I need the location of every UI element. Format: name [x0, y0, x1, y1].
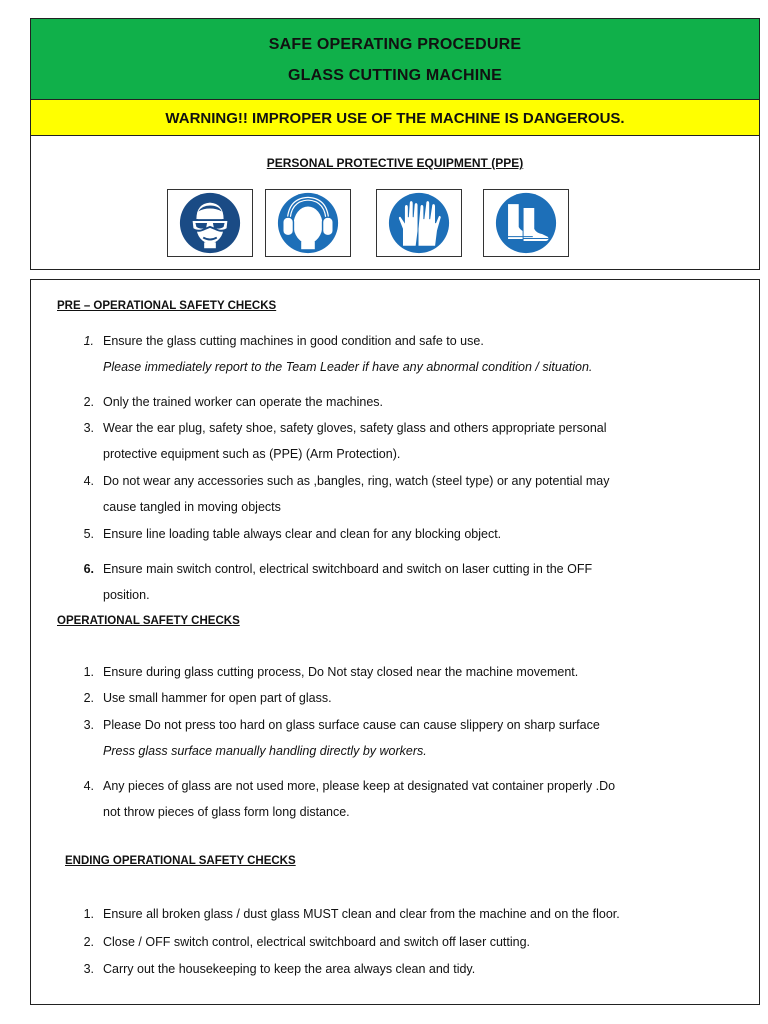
- ppe-box-glasses: [167, 189, 253, 257]
- procedure-title: SAFE OPERATING PROCEDURE: [268, 36, 522, 53]
- ear-protection-icon: [266, 190, 350, 256]
- checks-box: [30, 279, 760, 1005]
- op-item-2-text: Use small hammer for open part of glass.: [103, 691, 332, 705]
- pre-item-5-text: Ensure line loading table always clear and clean for any blocking object.: [103, 527, 502, 541]
- machine-title: GLASS CUTTING MACHINE: [288, 67, 502, 84]
- pre-item-2-num: 2.: [83, 395, 94, 409]
- op-item-2-num: 2.: [83, 691, 94, 705]
- ending-heading: ENDING OPERATIONAL SAFETY CHECKS: [65, 855, 296, 867]
- end-item-1-num: 1.: [83, 907, 94, 921]
- ppe-box-gloves: [376, 189, 462, 257]
- safety-glasses-icon: [168, 190, 252, 256]
- op-item-1-num: 1.: [83, 665, 94, 679]
- op-item-3-text: Please Do not press too hard on glass surface cause can cause slippery on sharp surface: [103, 718, 600, 732]
- ppe-box-ear: [265, 189, 351, 257]
- pre-item-4-num: 4.: [83, 474, 94, 488]
- end-item-3-text: Carry out the housekeeping to keep the area always clean and tidy.: [103, 962, 476, 976]
- op-item-3-num: 3.: [83, 718, 94, 732]
- ppe-heading: PERSONAL PROTECTIVE EQUIPMENT (PPE): [266, 156, 524, 170]
- pre-item-3-line2: protective equipment such as (PPE) (Arm Protection).: [103, 447, 401, 461]
- pre-item-4-line2: cause tangled in moving objects: [103, 500, 281, 514]
- header-box: [30, 18, 760, 270]
- end-item-2-text: Close / OFF switch control, electrical switchboard and switch off laser cutting.: [103, 935, 531, 949]
- pre-item-6-line2: position.: [103, 588, 150, 602]
- end-item-3-num: 3.: [83, 962, 94, 976]
- safety-boots-icon: [484, 190, 568, 256]
- warning-text: WARNING!! IMPROPER USE OF THE MACHINE IS DANGEROUS.: [165, 110, 625, 127]
- operational-heading: OPERATIONAL SAFETY CHECKS: [57, 615, 240, 627]
- pre-item-5-num: 5.: [83, 527, 94, 541]
- op-item-3-note: Press glass surface manually handling directly by workers.: [103, 744, 427, 758]
- end-item-1-text: Ensure all broken glass / dust glass MUST clean and clear from the machine and on the floor.: [103, 907, 620, 921]
- op-item-4-line1: Any pieces of glass are not used more, please keep at designated vat container properly .Do: [103, 779, 616, 793]
- ppe-box-boots: [483, 189, 569, 257]
- op-item-1-text: Ensure during glass cutting process, Do Not stay closed near the machine movement.: [103, 665, 579, 679]
- op-item-4-num: 4.: [83, 779, 94, 793]
- pre-item-6-num: 6.: [83, 562, 94, 576]
- pre-item-2-text: Only the trained worker can operate the machines.: [103, 395, 384, 409]
- safety-gloves-icon: [377, 190, 461, 256]
- end-item-2-num: 2.: [83, 935, 94, 949]
- pre-item-4-line1: Do not wear any accessories such as ,bangles, ring, watch (steel type) or any potential may: [103, 474, 610, 488]
- pre-item-3-line1: Wear the ear plug, safety shoe, safety gloves, safety glass and others appropriate personal: [103, 421, 607, 435]
- pre-item-6-line1: Ensure main switch control, electrical switchboard and switch on laser cutting in the OFF: [103, 562, 593, 576]
- pre-operational-heading: PRE – OPERATIONAL SAFETY CHECKS: [57, 300, 277, 312]
- warning-band: [31, 100, 759, 136]
- pre-item-1-num: 1.: [83, 334, 94, 348]
- pre-item-1-text: Ensure the glass cutting machines in good condition and safe to use.: [103, 334, 484, 348]
- pre-item-1-note: Please immediately report to the Team Leader if have any abnormal condition / situation.: [103, 360, 593, 374]
- title-band: [31, 19, 759, 100]
- op-item-4-line2: not throw pieces of glass form long distance.: [103, 805, 350, 819]
- pre-item-3-num: 3.: [83, 421, 94, 435]
